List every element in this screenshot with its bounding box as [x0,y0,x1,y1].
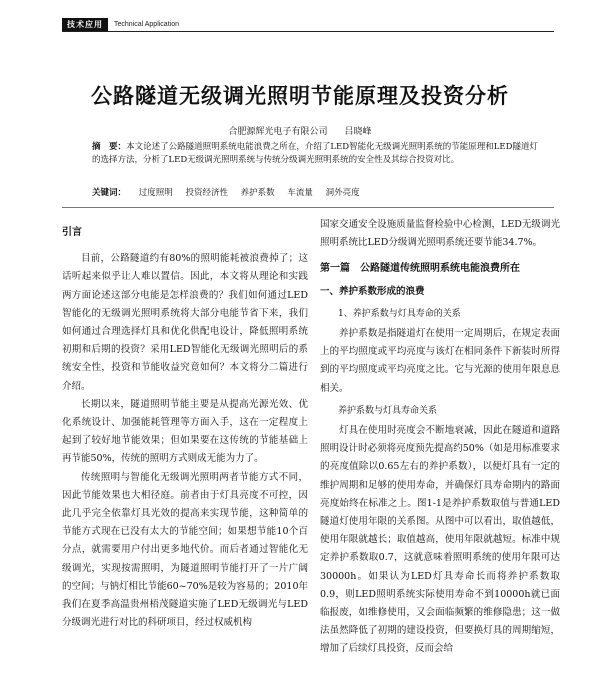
abstract-label: 摘 要： [92,142,127,152]
paper-title: 公路隧道无级调光照明节能原理及投资分析 [91,84,509,108]
section-label-en: Technical Application [114,21,179,28]
affiliation: 合肥源辉光电子有限公司 [228,127,328,137]
right-column [320,216,560,659]
paragraph: 国家交通安全设施质量监督检验中心检测，LED无级调光照明系统比LED分级调光照明系统还要节能34.7%。 [320,219,560,249]
abstract-text: 本文论述了公路隧道照明系统电能浪费之所在，介绍了LED智能化无级调光照明系统的节能原理和LED隧道灯的选择方法，分析了LED无级调光照明系统与传统分级调光照明系统的安全性及其综合投资对比。 [92,142,538,165]
keyword: 养护系数 [240,188,275,198]
paragraph: 长期以来，隧道照明节能主要是从提高光源光效、优化系统设计、加强能耗管理等方面入手，这在一定程度上起到了较好地节能效果；但如果要在这传统的节能基础上再节能50%，传统的照明方式则成无能为力了。 [62,398,308,465]
keyword: 过度照明 [138,188,173,198]
authors [0,124,600,137]
keyword: 投资经济性 [185,188,228,198]
keyword: 洞外亮度 [325,188,360,198]
keyword: 车流量 [287,188,313,198]
left-column [62,216,308,632]
keywords-label: 关键词： [92,188,127,198]
paragraph: 养护系数是指隧道灯在使用一定周期后，在规定表面上的平均照度或平均亮度与该灯在相同条件下新装时所得到的平均照度或平均亮度之比。它与光源的使用年限息息相关。 [320,328,560,394]
keywords [92,186,538,198]
part-heading: 第一篇 公路隧道传统照明系统电能浪费所在 [320,263,520,275]
section-tag [62,18,179,31]
paragraph: 传统照明与智能化无级调光照明两者节能方式不同，因此节能效果也大相径庭。前者由于灯具亮度不可控，因此几乎完全依靠灯具光效的提高来实现节能，这种简单的节能方式现在已没有太大的节能空间；如果想节能10个百分点，就需要用户付出更多地代价。而后者通过智能化无级调光，实现按需照明，为隧道照明节能打开了一片广阔的空间；与钠灯相比节能60~70%是较为容易的；2010年我们在夏季高温贵州梧茂隧道实施了LED无级调光与LED分级调光进行对比的科研项目，经过权威机构 [62,471,308,629]
intro-heading: 引言 [62,227,82,238]
paragraph: 目前，公路隧道约有80%的照明能耗被浪费掉了；这话听起来似乎让人难以置信。因此，本文将从理论和实践两方面论述这部分电能是怎样浪费的？我们如何通过LED智能化的无级调光照明系统将大部分电能节省下来，我们如何通过合理选择灯具和优化供配电设计，降低照明系统初期和后期的投资？采用LED智能化无级调光照明后的系统安全性，投资和节能收益究竟如何？本文将分二篇进行介绍。 [62,253,308,392]
top-rule [62,31,554,32]
abstract [92,141,538,167]
header-divider [62,207,554,208]
sub-sub-heading: 1、养护系数与灯具寿命的关系 [338,308,461,319]
author-name: 吕晓峰 [344,127,372,137]
paragraph: 灯具在使用时亮度会不断地衰减，因此在隧道和道路照明设计时必须将亮度预先提高约50%（如是用标准要求的亮度值除以0.65左右的养护系数），以便灯具有一定的维护周期和足够的使用寿命，并确保灯具寿命期内的路面亮度始终在标准之上。图1-1是养护系数取值与普通LED隧道灯使用年限的关系图。从图中可以看出，取值越低，使用年限就越长；取值越高，使用年限就越短。标准中规定养护系数取0.7，这就意味着照明系统的使用年限可达30000h。如果认为LED灯具寿命长而将养护系数取0.9，则LED照明系统实际使用寿命不到10000h就已面临报废，如维修使用，又会面临频繁的维修隐患；这一做法虽然降低了初期的建设投资，但要换灯具的周期缩短，增加了后续灯具投资，反而会给 [320,425,560,655]
sub-heading: 一、养护系数形成的浪费 [320,285,425,297]
sub-sub-heading: 养护系数与灯具寿命关系 [338,405,438,416]
section-label-cn: 技术应用 [62,18,108,31]
